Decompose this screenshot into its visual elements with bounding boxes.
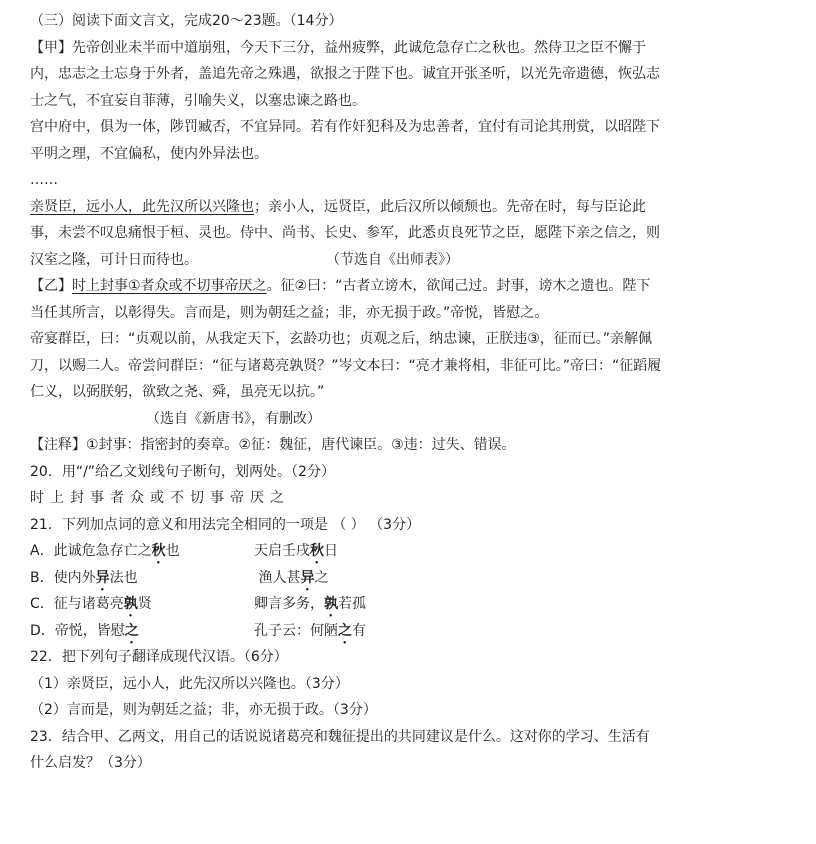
jia-label: 【甲】 [30,39,72,56]
q21-option-b: B．使内外异法也 渔人甚异之 [30,569,329,586]
jia-ellipsis: …… [30,172,58,188]
q23-line1: 23．结合甲、乙两文，用自己的话说说诸葛亮和魏征提出的共同建议是什么。这对你的学习、生活有 [30,728,650,745]
jia-source: （节选自《出师表》） [326,251,459,268]
q21-stem: 21．下列加点词的意义和用法完全相同的一项是 （ ） （3分） [30,516,421,533]
q21-option-a: A．此诚危急存亡之秋也 天启壬戌秋日 [30,543,338,559]
underlined-sentence: 亲贤臣，远小人，此先汉所以兴隆也 [30,198,254,215]
section-heading: （三）阅读下面文言文，完成20～23题。（14分） [30,13,343,29]
jia-p3-line1: 亲贤臣，远小人，此先汉所以兴隆也；亲小人，远贤臣，此后汉所以倾颓也。先帝在时，每与臣论此 [30,198,646,215]
yi-line3: 帝宴群臣，曰：“贞观以前，从我定天下，玄龄功也；贞观之后，纳忠谏，正朕违③，征而已。”亲解佩 [30,331,653,347]
q22-item-1: （1）亲贤臣，远小人，此先汉所以兴隆也。（3分） [30,675,349,692]
q23-line2: 什么启发？（3分） [30,755,151,771]
jia-p3-line3: 汉室之隆，可计日而待也。 （节选自《出师表》） [30,251,459,268]
jia-p2-line1: 宫中府中，俱为一体，陟罚臧否，不宜异同。若有作奸犯科及为忠善者，宜付有司论其刑赏，以昭陛下 [30,119,660,135]
jia-p2-line2: 平明之理，不宜偏私，使内外异法也。 [30,145,268,162]
q21-option-c: C．征与诸葛亮孰贤 卿言多务，孰若孤 [30,596,366,612]
q22-item-2: （2）言而是，则为朝廷之益；非，亦无损于政。（3分） [30,702,377,718]
notes: 【注释】①封事：指密封的奏章。②征：魏征，唐代谏臣。③违：过失、错误。 [30,437,516,453]
yi-line4: 刀，以赐二人。帝尝问群臣：“征与诸葛亮孰贤？”岑文本曰：“亮才兼将相，非征可比。”帝曰：“征蹈履 [30,357,662,374]
jia-p1-line1: 【甲】先帝创业未半而中道崩殂，今天下三分，益州疲弊，此诚危急存亡之秋也。然侍卫之臣不懈于 [30,39,646,56]
yi-underlined-sentence: 时上封事①者众或不切事帝厌之 [72,278,267,294]
q20-sentence: 时上封事者众或不切事帝厌之 [30,490,290,506]
jia-p1-line2: 内，忠志之士忘身于外者，盖追先帝之殊遇，欲报之于陛下也。诚宜开张圣听，以光先帝遗德，恢弘志 [30,66,660,82]
yi-line2: 当任其所言，以彰得失。言而是，则为朝廷之益；非，亦无损于政。”帝悦，皆慰之。 [30,304,549,321]
yi-line5: 仁义，以弼朕躬，欲致之尧、舜，虽亮无以抗。” [30,384,325,400]
yi-line1: 【乙】时上封事①者众或不切事帝厌之。征②曰：“古者立谤木，欲闻己过。封事，谤木之遗也。陛下 [30,278,651,294]
q22-stem: 22．把下列句子翻译成现代汉语。（6分） [30,649,288,665]
exam-document [30,8,806,777]
jia-p1-line3: 士之气，不宜妄自菲薄，引喻失义，以塞忠谏之路也。 [30,92,366,109]
yi-label: 【乙】 [30,278,72,294]
yi-source: （选自《新唐书》，有删改） [146,410,321,427]
jia-p3-line2: 事，未尝不叹息痛恨于桓、灵也。侍中、尚书、长史、参军，此悉贞良死节之臣，愿陛下亲之信之，则 [30,225,660,241]
q20-stem: 20．用“/”给乙文划线句子断句，划两处。（2分） [30,463,335,480]
q21-option-d: D．帝悦，皆慰之 孔子云：何陋之有 [30,622,366,639]
